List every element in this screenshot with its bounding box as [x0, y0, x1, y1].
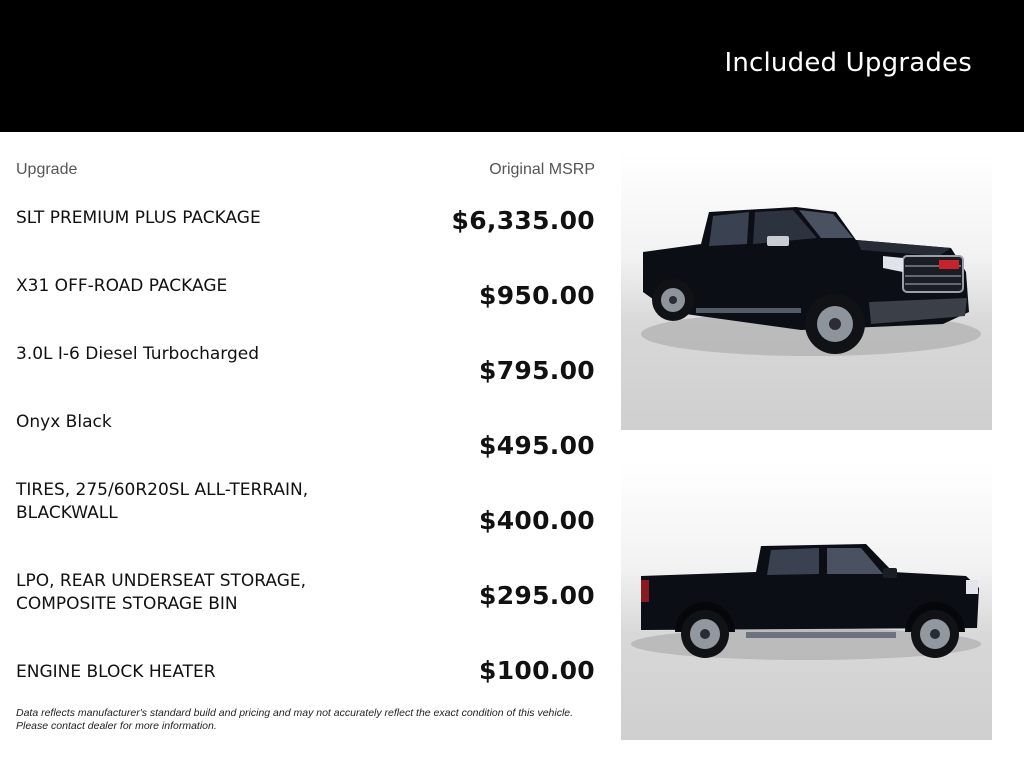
- upgrade-name: SLT PREMIUM PLUS PACKAGE: [16, 208, 261, 228]
- upgrade-price: $795.00: [479, 356, 595, 385]
- disclaimer-text: Data reflects manufacturer's standard build and pricing and may not accurately reflect the exact condition of this vehicle. Please contact dealer for more information.: [16, 707, 574, 732]
- truck-front-three-quarter-icon: [621, 152, 992, 430]
- header-bar: [0, 0, 1024, 132]
- upgrade-price: $6,335.00: [451, 206, 595, 235]
- upgrade-name: TIRES, 275/60R20SL ALL-TERRAIN, BLACKWALL: [16, 480, 309, 523]
- upgrade-name: X31 OFF-ROAD PACKAGE: [16, 276, 228, 296]
- truck-side-profile-icon: [621, 462, 992, 740]
- truck-front-photo: [621, 152, 992, 430]
- column-header-msrp: Original MSRP: [489, 161, 595, 178]
- truck-side-photo: [621, 462, 992, 740]
- page-title: Included Upgrades: [724, 48, 972, 78]
- upgrade-name: LPO, REAR UNDERSEAT STORAGE, COMPOSITE STORAGE BIN: [16, 571, 307, 614]
- upgrade-name: 3.0L I-6 Diesel Turbocharged: [16, 344, 260, 364]
- upgrade-name: Onyx Black: [16, 412, 112, 432]
- upgrade-price: $400.00: [479, 506, 595, 535]
- upgrade-name: ENGINE BLOCK HEATER: [16, 662, 216, 682]
- upgrade-price: $100.00: [479, 656, 595, 685]
- upgrade-price: $495.00: [479, 431, 595, 460]
- upgrade-price: $950.00: [479, 281, 595, 310]
- upgrade-price: $295.00: [479, 581, 595, 610]
- column-header-upgrade: Upgrade: [16, 161, 78, 178]
